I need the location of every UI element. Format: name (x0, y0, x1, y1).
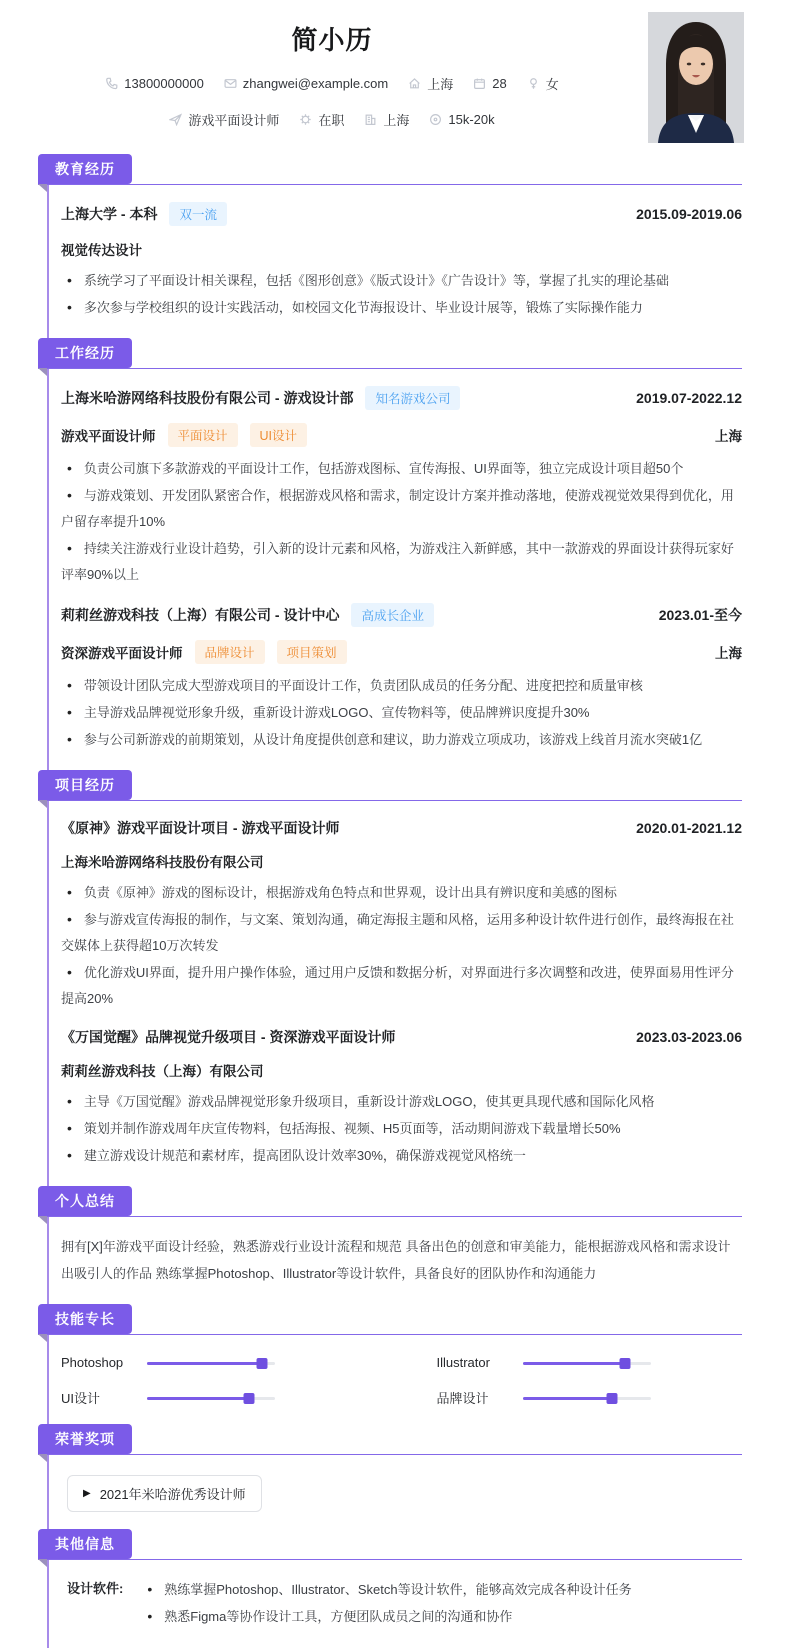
contact-position (169, 110, 279, 129)
work-location: 上海 (715, 429, 742, 444)
contact-salary-text: 15k-20k (448, 112, 495, 127)
contact-row-2 (0, 110, 664, 129)
skill-row-photoshop (61, 1355, 367, 1370)
education-major: 视觉传达设计 (61, 243, 142, 258)
skill-slider[interactable] (523, 1357, 651, 1369)
home-icon (408, 77, 421, 90)
ribbon-fold (38, 1559, 47, 1567)
other-bullets (141, 1576, 631, 1630)
slider-handle[interactable] (607, 1393, 618, 1404)
project-date: 2020.01-2021.12 (636, 820, 742, 836)
section-summary (0, 1187, 794, 1305)
work-entry-head (61, 386, 742, 410)
project-name: 《原神》游戏平面设计项目 - 游戏平面设计师 (61, 820, 340, 836)
section-header-work (38, 339, 742, 369)
project-company: 莉莉丝游戏科技（上海）有限公司 (61, 1064, 264, 1079)
bullet-item: • 负责《原神》游戏的图标设计，根据游戏角色特点和世界观，设计出具有辨识度和美感的图标 (61, 879, 742, 906)
resume-header (0, 0, 794, 155)
bullet-item: • 参与游戏宣传海报的制作，与文案、策划沟通，确定海报主题和风格，运用多种设计软件进行创作，最终海报在社交媒体上获得超10万次转发 (61, 906, 742, 959)
section-other (0, 1530, 794, 1648)
work-tag: UI设计 (250, 423, 308, 447)
section-badge-education: 教育经历 (38, 154, 132, 184)
contact-gender-text: 女 (545, 77, 559, 92)
company-badge: 知名游戏公司 (365, 386, 460, 410)
honor-item[interactable] (67, 1475, 262, 1512)
section-header-summary (38, 1187, 742, 1217)
bullet-item: • 持续关注游戏行业设计趋势，引入新的设计元素和风格，为游戏注入新鲜感，其中一款游戏的界面设计获得玩家好评率90%以上 (61, 535, 742, 588)
section-badge-skills: 技能专长 (38, 1304, 132, 1334)
school-name: 上海大学 - 本科 (61, 206, 158, 222)
salary-icon (429, 113, 442, 126)
section-education (0, 155, 794, 339)
bullet-item: • 主导《万国觉醒》游戏品牌视觉形象升级项目，重新设计游戏LOGO，使其更具现代感和国际化风格 (61, 1088, 742, 1115)
bullet-item: • 优化游戏UI界面，提升用户操作体验，通过用户反馈和数据分析，对界面进行多次调整和改进，使界面易用性评分提高20% (61, 959, 742, 1012)
section-work (0, 339, 794, 771)
contact-city (364, 110, 409, 129)
bullet-item: • 与游戏策划、开发团队紧密合作，根据游戏风格和需求，制定设计方案并推动落地，使游戏视觉效果得到优化，用户留存率提升10% (61, 482, 742, 535)
contact-gender (527, 74, 559, 93)
work-tag: 平面设计 (168, 423, 238, 447)
section-badge-summary: 个人总结 (38, 1186, 132, 1216)
section-header-other (38, 1530, 742, 1560)
slider-fill (523, 1397, 613, 1400)
slider-fill (147, 1362, 262, 1365)
contact-location-text: 上海 (427, 77, 454, 92)
bullet-item: • 主导游戏品牌视觉形象升级，重新设计游戏LOGO、宣传物料等，使品牌辨识度提升30% (61, 699, 742, 726)
other-label: 设计软件: (67, 1581, 124, 1596)
summary-text: 拥有[X]年游戏平面设计经验，熟悉游戏行业设计流程和规范 具备出色的创意和审美能力，能根据游戏风格和需求设计出吸引人的作品 熟练掌握Photoshop、Illustrator等设计软件，具备良好的团队协作和沟通能力 (61, 1239, 731, 1281)
ribbon-fold (38, 1454, 47, 1462)
slider-handle[interactable] (619, 1358, 630, 1369)
work-date: 2023.01-至今 (658, 607, 742, 623)
skill-row-ui-design (61, 1388, 367, 1407)
company-badge: 高成长企业 (351, 603, 434, 627)
bullet-item: • 熟悉Figma等协作设计工具，方便团队成员之间的沟通和协作 (141, 1603, 631, 1630)
slider-handle[interactable] (244, 1393, 255, 1404)
other-info-row (61, 1576, 742, 1630)
gender-icon (527, 77, 540, 90)
bullet-item: • 带领设计团队完成大型游戏项目的平面设计工作，负责团队成员的任务分配、进度把控和质量审核 (61, 672, 742, 699)
skill-row-brand-design (437, 1388, 743, 1407)
contact-status-text: 在职 (318, 113, 345, 128)
skill-row-illustrator (437, 1355, 743, 1370)
section-header-projects (38, 771, 742, 801)
section-header-education (38, 155, 742, 185)
ribbon-fold (38, 368, 47, 376)
education-entry-head (61, 202, 742, 226)
school-badge: 双一流 (169, 202, 227, 226)
section-honors (0, 1425, 794, 1530)
contact-salary (429, 112, 494, 127)
section-badge-other: 其他信息 (38, 1529, 132, 1559)
slider-fill (523, 1362, 625, 1365)
mail-icon (224, 77, 237, 90)
project-bullets (61, 1088, 742, 1169)
contact-phone (105, 76, 204, 91)
bullet-item: • 熟练掌握Photoshop、Illustrator、Sketch等设计软件，能够高效完成各种设计任务 (141, 1576, 631, 1603)
skills-grid (61, 1355, 742, 1407)
ribbon-fold (38, 800, 47, 808)
project-entry-head (61, 818, 742, 838)
contact-email (224, 76, 388, 91)
work-tag: 品牌设计 (195, 640, 265, 664)
bullet-item: • 策划并制作游戏周年庆宣传物料，包括海报、视频、H5页面等，活动期间游戏下载量增长50% (61, 1115, 742, 1142)
project-date: 2023.03-2023.06 (636, 1029, 742, 1045)
id-photo (648, 12, 744, 143)
status-icon (299, 113, 312, 126)
skill-slider[interactable] (147, 1392, 275, 1404)
skill-label: Photoshop (61, 1355, 124, 1370)
position-icon (169, 113, 182, 126)
work-date: 2019.07-2022.12 (636, 390, 742, 406)
bullet-item: • 负责公司旗下多款游戏的平面设计工作，包括游戏图标、宣传海报、UI界面等，独立完成设计项目超50个 (61, 455, 742, 482)
skill-slider[interactable] (147, 1357, 275, 1369)
contact-status (299, 110, 344, 129)
company-name: 上海米哈游网络科技股份有限公司 - 游戏设计部 (61, 390, 354, 406)
work-tag: 项目策划 (277, 640, 347, 664)
slider-handle[interactable] (257, 1358, 268, 1369)
play-icon: ▶ (83, 1487, 91, 1499)
project-entry-head (61, 1027, 742, 1047)
education-date: 2015.09-2019.06 (636, 206, 742, 222)
honor-text: 2021年米哈游优秀设计师 (99, 1487, 246, 1502)
work-role: 资深游戏平面设计师 (61, 646, 183, 661)
project-bullets (61, 879, 742, 1012)
section-skills (0, 1305, 794, 1425)
phone-icon (105, 77, 118, 90)
skill-slider[interactable] (523, 1392, 651, 1404)
skill-label: Illustrator (436, 1355, 490, 1370)
section-header-skills (38, 1305, 742, 1335)
contact-phone-text: 13800000000 (124, 76, 204, 91)
bullet-item: • 参与公司新游戏的前期策划，从设计角度提供创意和建议，助力游戏立项成功，该游戏上线首月流水突破1亿 (61, 726, 742, 753)
slider-fill (147, 1397, 249, 1400)
building-icon (364, 113, 377, 126)
bullet-item: • 建立游戏设计规范和素材库，提高团队设计效率30%，确保游戏视觉风格统一 (61, 1142, 742, 1169)
section-badge-honors: 荣誉奖项 (38, 1424, 132, 1454)
ribbon-fold (38, 184, 47, 192)
section-projects (0, 771, 794, 1187)
education-bullets (61, 267, 742, 321)
contact-age (473, 76, 506, 91)
contact-row-1 (0, 74, 664, 93)
ribbon-fold (38, 1334, 47, 1342)
section-badge-projects: 项目经历 (38, 770, 132, 800)
work-location: 上海 (715, 646, 742, 661)
work-entry-head (61, 603, 742, 627)
work-role: 游戏平面设计师 (61, 429, 156, 444)
company-name: 莉莉丝游戏科技（上海）有限公司 - 设计中心 (61, 607, 340, 623)
project-company: 上海米哈游网络科技股份有限公司 (61, 855, 264, 870)
bullet-item: • 多次参与学校组织的设计实践活动，如校园文化节海报设计、毕业设计展等，锻炼了实际操作能力 (61, 294, 742, 321)
contact-email-text: zhangwei@example.com (242, 76, 389, 91)
section-header-honors (38, 1425, 742, 1455)
contact-position-text: 游戏平面设计师 (188, 113, 280, 128)
contact-age-text: 28 (492, 76, 507, 91)
contact-location (408, 74, 453, 93)
project-name: 《万国觉醒》品牌视觉升级项目 - 资深游戏平面设计师 (61, 1029, 396, 1045)
candidate-name: 简小历 (291, 25, 373, 55)
skill-label: 品牌设计 (436, 1391, 489, 1406)
bullet-item: • 系统学习了平面设计相关课程，包括《图形创意》《版式设计》《广告设计》等，掌握了扎实的理论基础 (61, 267, 742, 294)
skill-label: UI设计 (61, 1391, 101, 1406)
work-bullets (61, 455, 742, 588)
contact-city-text: 上海 (383, 113, 410, 128)
work-bullets (61, 672, 742, 753)
section-badge-work: 工作经历 (38, 338, 132, 368)
age-icon (473, 77, 486, 90)
ribbon-fold (38, 1216, 47, 1224)
